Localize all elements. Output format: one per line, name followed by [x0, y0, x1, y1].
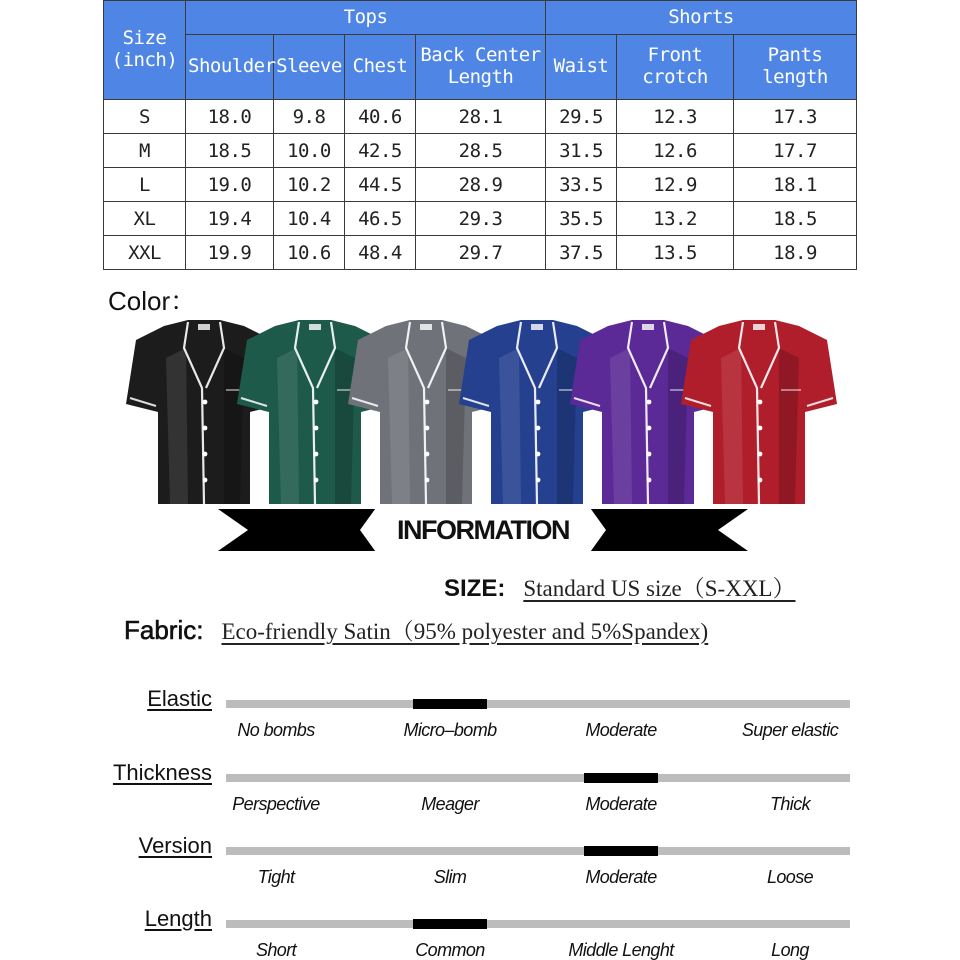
- scale-title: Length: [144, 906, 212, 931]
- table-cell: 19.9: [186, 236, 274, 270]
- table-cell: 10.2: [274, 168, 345, 202]
- table-cell: 44.5: [345, 168, 416, 202]
- table-cell: 29.3: [416, 202, 546, 236]
- tops-group-header: Tops: [186, 1, 546, 35]
- table-cell: 33.5: [546, 168, 617, 202]
- size-cell: S: [104, 100, 186, 134]
- table-cell: 18.5: [734, 202, 857, 236]
- scale-track: [226, 774, 850, 782]
- table-cell: 18.9: [734, 236, 857, 270]
- table-cell: 13.2: [617, 202, 734, 236]
- table-cell: 46.5: [345, 202, 416, 236]
- scale-title: Elastic: [147, 686, 212, 711]
- shirt-image-red: [681, 318, 837, 508]
- column-header-shoulder: Shoulder: [186, 35, 274, 100]
- scale-option: Long: [771, 940, 809, 960]
- table-cell: 10.4: [274, 202, 345, 236]
- table-cell: 17.7: [734, 134, 857, 168]
- table-cell: 12.9: [617, 168, 734, 202]
- elastic-scale: [0, 686, 960, 746]
- scale-option: Micro–bomb: [403, 720, 497, 740]
- scale-option: Middle Lenght: [568, 940, 674, 960]
- scale-option: Short: [255, 940, 297, 960]
- table-cell: 18.1: [734, 168, 857, 202]
- column-header-chest: Chest: [345, 35, 416, 100]
- table-row: [104, 100, 857, 134]
- fabric-info-key: Fabric:: [124, 615, 204, 645]
- scale-option: Common: [415, 940, 485, 960]
- size-cell: M: [104, 134, 186, 168]
- scale-option: Moderate: [585, 867, 657, 887]
- size-column-header: Size (inch): [104, 1, 186, 100]
- size-cell: XXL: [104, 236, 186, 270]
- size-cell: XL: [104, 202, 186, 236]
- table-row: [104, 202, 857, 236]
- information-banner: [218, 505, 748, 555]
- column-header-waist: Waist: [546, 35, 617, 100]
- table-cell: 9.8: [274, 100, 345, 134]
- column-header-back-center-length: Back Center Length: [416, 35, 546, 100]
- size-info-line: [444, 570, 795, 603]
- table-row: [104, 134, 857, 168]
- table-cell: 28.9: [416, 168, 546, 202]
- scale-marker: [413, 699, 487, 709]
- banner-title: INFORMATION: [397, 514, 569, 545]
- scale-track: [226, 847, 850, 855]
- table-cell: 10.6: [274, 236, 345, 270]
- scale-option: Moderate: [585, 720, 657, 740]
- scale-track: [226, 920, 850, 928]
- scale-option: Slim: [433, 867, 467, 887]
- table-cell: 37.5: [546, 236, 617, 270]
- scale-title: Thickness: [112, 760, 212, 785]
- size-cell: L: [104, 168, 186, 202]
- table-cell: 18.5: [186, 134, 274, 168]
- fabric-info-line: [124, 613, 708, 646]
- table-cell: 17.3: [734, 100, 857, 134]
- scale-option: Loose: [766, 867, 814, 887]
- table-cell: 48.4: [345, 236, 416, 270]
- size-info-key: SIZE:: [444, 575, 506, 602]
- column-header-pants-length: Pants length: [734, 35, 857, 100]
- size-table-body: [104, 100, 857, 270]
- scale-option: Meager: [421, 794, 479, 814]
- table-cell: 35.5: [546, 202, 617, 236]
- scale-option: Tight: [257, 867, 295, 887]
- size-info-value: Standard US size（S-XXL）: [523, 576, 796, 601]
- column-header-front-crotch: Front crotch: [617, 35, 734, 100]
- table-cell: 28.1: [416, 100, 546, 134]
- table-cell: 12.6: [617, 134, 734, 168]
- table-cell: 10.0: [274, 134, 345, 168]
- scale-marker: [584, 846, 658, 856]
- table-cell: 29.5: [546, 100, 617, 134]
- scale-track: [226, 700, 850, 708]
- table-cell: 31.5: [546, 134, 617, 168]
- column-header-sleeve: Sleeve: [274, 35, 345, 100]
- scale-title: Version: [138, 833, 212, 858]
- scale-option: Super elastic: [741, 720, 839, 740]
- scale-option: Thick: [769, 794, 810, 814]
- table-cell: 19.4: [186, 202, 274, 236]
- table-cell: 42.5: [345, 134, 416, 168]
- version-scale: [0, 833, 960, 893]
- size-chart-table: [103, 0, 857, 270]
- thickness-scale: [0, 760, 960, 820]
- table-cell: 13.5: [617, 236, 734, 270]
- scale-marker: [413, 919, 487, 929]
- shorts-group-header: Shorts: [546, 1, 857, 35]
- scale-marker: [584, 773, 658, 783]
- scale-option: No bombs: [237, 720, 315, 740]
- table-row: [104, 168, 857, 202]
- table-cell: 28.5: [416, 134, 546, 168]
- table-cell: 18.0: [186, 100, 274, 134]
- table-cell: 19.0: [186, 168, 274, 202]
- table-row: [104, 236, 857, 270]
- shirt-color-gallery: [126, 318, 846, 508]
- scale-option: Perspective: [232, 794, 320, 814]
- table-cell: 12.3: [617, 100, 734, 134]
- table-cell: 29.7: [416, 236, 546, 270]
- color-label: Color：: [108, 286, 197, 316]
- length-scale: [0, 906, 960, 960]
- table-cell: 40.6: [345, 100, 416, 134]
- scale-option: Moderate: [585, 794, 657, 814]
- fabric-info-value: Eco-friendly Satin（95% polyester and 5%Spandex): [221, 619, 709, 644]
